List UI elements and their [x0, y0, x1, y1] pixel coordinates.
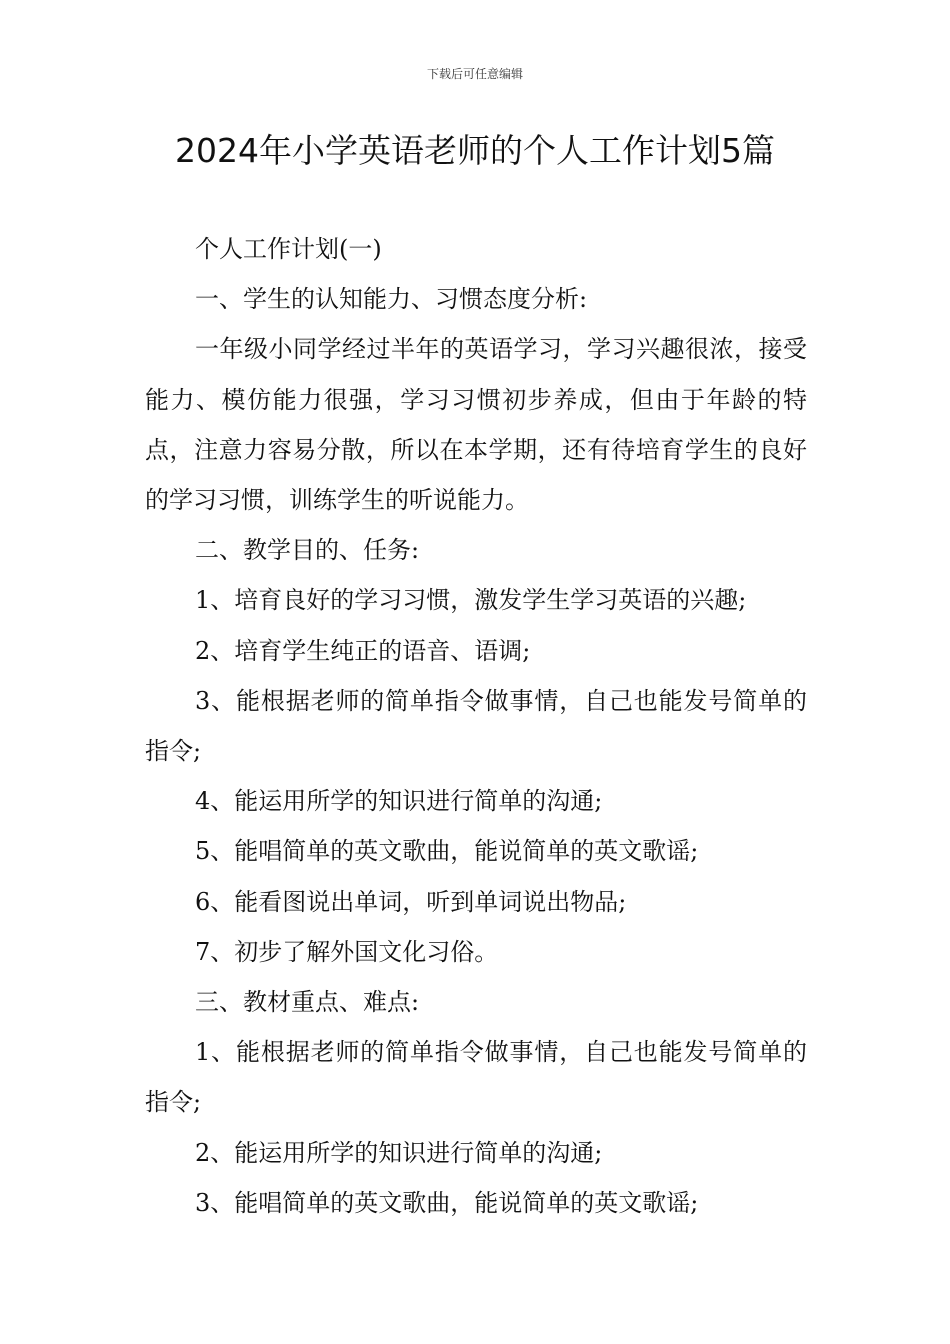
- key-point-item: 1、能根据老师的简单指令做事情，自己也能发号简单的指令;: [145, 1038, 807, 1117]
- goal-item: 2、培育学生纯正的语音、语调;: [195, 636, 531, 665]
- goal-item: 7、初步了解外国文化习俗。: [195, 937, 499, 966]
- goal-item: 4、能运用所学的知识进行简单的沟通;: [195, 787, 603, 816]
- section-heading-analysis: 一、学生的认知能力、习惯态度分析:: [195, 285, 588, 314]
- goal-item: 3、能根据老师的简单指令做事情，自己也能发号简单的指令;: [145, 686, 807, 766]
- section-heading-plan-1: 个人工作计划(一): [195, 235, 382, 263]
- key-point-item: 3、能唱简单的英文歌曲，能说简单的英文歌谣;: [195, 1188, 699, 1217]
- goal-item: 6、能看图说出单词，听到单词说出物品;: [195, 887, 627, 916]
- document-title: 2024年小学英语老师的个人工作计划5篇: [175, 131, 775, 170]
- document-body: [145, 224, 807, 1228]
- goal-item: 5、能唱简单的英文歌曲，能说简单的英文歌谣;: [195, 837, 699, 866]
- key-point-item: 2、能运用所学的知识进行简单的沟通;: [195, 1138, 603, 1167]
- section-heading-goals: 二、教学目的、任务:: [195, 536, 420, 565]
- analysis-paragraph: 一年级小同学经过半年的英语学习，学习兴趣很浓，接受能力、模仿能力很强，学习习惯初步养成，但由于年龄的特点，注意力容易分散，所以在本学期，还有待培育学生的良好的学习习惯，训练学生的听说能力。: [145, 335, 807, 515]
- goal-item: 1、培育良好的学习习惯，激发学生学习英语的兴趣;: [195, 586, 747, 615]
- header-note: 下载后可任意编辑: [426, 67, 523, 81]
- section-heading-key-points: 三、教材重点、难点:: [195, 988, 420, 1017]
